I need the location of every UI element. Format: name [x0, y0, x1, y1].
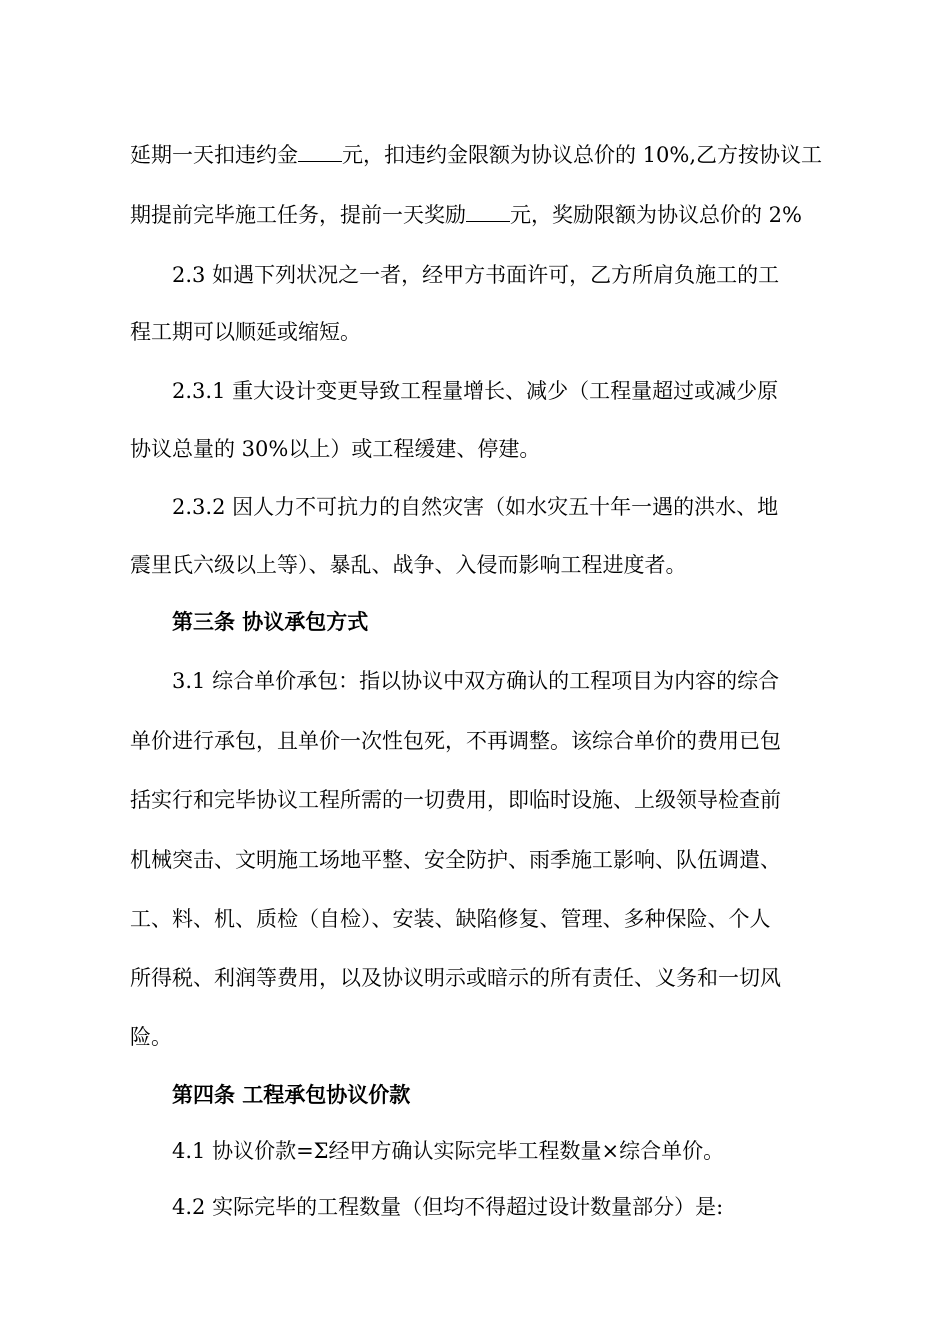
clause-3-1-line-3: 括实行和完毕协议工程所需的一切费用，即临时设施、上级领导检查前: [130, 788, 781, 812]
text-line-2: [130, 200, 950, 230]
text-line-2-part-1: 期提前完毕施工任务，提前一天奖励: [130, 203, 466, 227]
clause-2-3-1: 2.3.1 重大设计变更导致工程量增长、减少（工程量超过或减少原: [172, 379, 779, 403]
clause-3-1-line-6: 所得税、利润等费用，以及协议明示或暗示的所有责任、义务和一切风: [130, 966, 781, 990]
clause-2-3: 2.3 如遇下列状况之一者，经甲方书面许可，乙方所肩负施工的工: [172, 263, 780, 287]
clause-3-1-line-7: 险。: [130, 1025, 172, 1049]
article-3-heading: 第三条 协议承包方式: [172, 609, 369, 634]
article-4-heading: 第四条 工程承包协议价款: [172, 1082, 411, 1107]
clause-2-3-1-cont: 协议总量的 30%以上）或工程缓建、停建。: [130, 437, 541, 461]
text-line-2-part-2: 元，奖励限额为协议总价的 2%: [510, 203, 802, 227]
blank-field: [466, 203, 510, 222]
clause-2-3-2-cont: 震里氏六级以上等）、暴乱、战争、入侵而影响工程进度者。: [130, 553, 687, 577]
text-line-1: [130, 140, 950, 170]
clause-2-3-2: 2.3.2 因人力不可抗力的自然灾害（如水灾五十年一遇的洪水、地: [172, 495, 779, 519]
clause-2-3-cont: 程工期可以顺延或缩短。: [130, 320, 361, 344]
clause-4-2: 4.2 实际完毕的工程数量（但均不得超过设计数量部分）是:: [172, 1195, 724, 1219]
text-line-1-part-1: 延期一天扣违约金: [130, 143, 298, 167]
clause-3-1-line-4: 机械突击、文明施工场地平整、安全防护、雨季施工影响、队伍调遣、: [130, 848, 781, 872]
clause-3-1-line-2: 单价进行承包，且单价一次性包死，不再调整。该综合单价的费用已包: [130, 729, 781, 753]
clause-4-1: 4.1 协议价款=Σ经甲方确认实际完毕工程数量×综合单价。: [172, 1139, 725, 1163]
clause-3-1-line-5: 工、料、机、质检（自检）、安装、缺陷修复、管理、多种保险、个人: [130, 907, 771, 931]
clause-3-1: 3.1 综合单价承包：指以协议中双方确认的工程项目为内容的综合: [172, 669, 780, 693]
blank-field: [298, 143, 342, 162]
text-line-1-part-2: 元，扣违约金限额为协议总价的 10%,乙方按协议工: [342, 143, 823, 167]
